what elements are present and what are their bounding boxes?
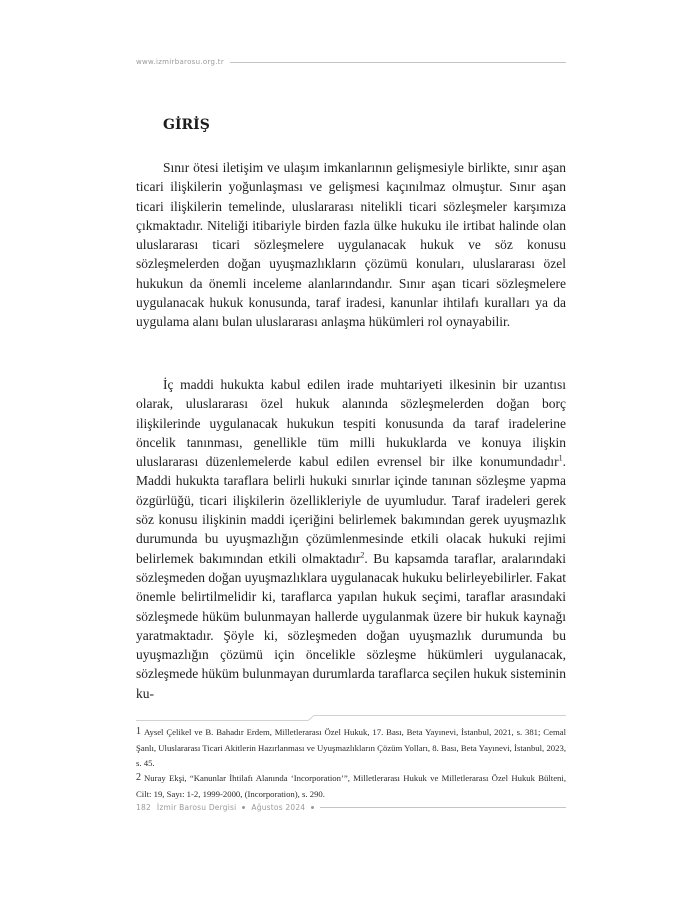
- header-url: www.izmirbarosu.org.tr: [136, 58, 224, 66]
- footnote-ref-2[interactable]: 2: [360, 550, 365, 560]
- page-header: [136, 55, 566, 69]
- body-paragraph-1: Sınır ötesi iletişim ve ulaşım imkanlarının gelişmesiyle birlikte, sınır aşan ticari ilişkilerin yoğunlaşması ve gelişmesi kaçınılmaz olmuştur. Sınır aşan ticari ilişkilerin temelinde, uluslararası nitelikli ticari sözleşmeler karşımıza çıkmaktadır. Niteliği itibariyle birden fazla ülke hukuku ile irtibat halinde olan uluslararası ticari sözleşmelere uygulanacak hukuk ve söz konusu sözleşmelerden doğan uyuşmazlıkların çözümü konuları, uluslararası özel hukukun da önemli inceleme alanlarındandır. Sınır aşan ticari sözleşmelere uygulanacak hukuk konusunda, taraf iradesi, kanunlar ihtilafı kuralları ya da uygulama alanı bulan uluslararası anlaşma hükümleri rol oynayabilir.: [136, 160, 566, 330]
- header-rule: [230, 62, 566, 63]
- footnote-divider: [136, 714, 566, 722]
- footnote-number: 1: [136, 726, 141, 737]
- footer-rule: [320, 807, 566, 808]
- publication-name: İzmir Barosu Dergisi: [156, 802, 237, 812]
- footnote-number: 2: [136, 772, 141, 783]
- section-title: GİRİŞ: [163, 117, 210, 133]
- page-number: 182: [136, 802, 151, 812]
- footnote-text: Nuray Ekşi, “Kanunlar İhtilafı Alanında ‘Incorporation’”, Milletlerarası Hukuk ve Milletlerarası Özel Hukuk Bülteni, Cilt: 19, Sayı: 1-2, 1999-2000, (Incorporation), s. 290.: [136, 773, 566, 799]
- paragraph-segment: İç maddi hukukta kabul edilen irade muhtariyeti ilkesinin bir uzantısı olarak, uluslararası özel hukuk alanında sözleşmelerden doğan borç ilişkilerinde uygulanacak hukukun tespiti konusunda da taraf iradelerine öncelik tanınması, genellikle tüm milli hukuklarda ve konuya ilişkin uluslararası düzenlemelerde kabul edilen evrensel bir ilke konumundadır: [136, 377, 566, 470]
- separator-dot: [242, 806, 245, 809]
- paragraph-segment: . Maddi hukukta taraflara belirli hukuki sınırlar içinde tanınan sözleşme yapma özgürlüğü, ticari ilişkilerin özellikleriyle de uyumludur. Taraf iradeleri gerek söz konusu ilişkinin maddi içeriğini belirlemek bakımından gerek uyuşmazlık durumunda bu uyuşmazlığın çözümlenmesinde etkili olacak hukuki rejimi belirlemek bakımından etkili olmaktadır: [136, 454, 566, 566]
- paragraph-segment: . Bu kapsamda taraflar, aralarındaki sözleşmeden doğan uyuşmazlıklara uygulanacak hukuku belirleyebilirler. Fakat önemle belirtilmelidir ki, taraflarca yapılan hukuk seçimi, taraflar arasındaki sözleşmede hüküm bulunmayan hallerde uygulanmak üzere bir hukuk kaynağı yaratmaktadır. Şöyle ki, sözleşmeden doğan uyuşmazlık durumunda bu uyuşmazlığın çözümü için öncelikle sözleşme hükümleri uygulanacak, sözleşmede hüküm bulunmayan durumlarda taraflarca seçilen hukuk sisteminin ku-: [136, 550, 566, 701]
- footnote-2: [136, 770, 566, 802]
- footnote-ref-1[interactable]: 1: [558, 453, 563, 463]
- issue-date: Ağustos 2024: [251, 802, 306, 812]
- page-footer: [136, 800, 566, 814]
- footnote-text: Aysel Çelikel ve B. Bahadır Erdem, Milletlerarası Özel Hukuk, 17. Bası, Beta Yayınevi, İstanbul, 2021, s. 381; Cemal Şanlı, Uluslararası Ticari Akitlerin Hazırlanması ve Uyuşmazlıkların Çözüm Yolları, 8. Bası, Beta Yayınevi, İstanbul, 2023, s. 45.: [136, 727, 566, 768]
- separator-dot: [311, 806, 314, 809]
- footnote-1: [136, 724, 566, 772]
- body-paragraph-2: [136, 375, 566, 703]
